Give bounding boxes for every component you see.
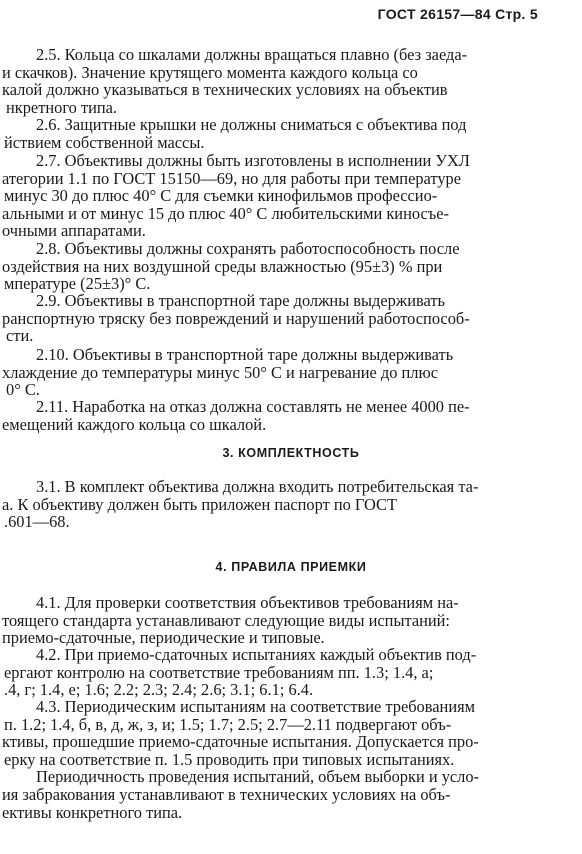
text-line: 4.3. Периодическим испытаниям на соответствие требованиям [36, 697, 476, 716]
paragraph-2-6 [0, 116, 548, 151]
text-line: 2.5. Кольца со шкалами должны вращаться плавно (без заеда- [36, 45, 468, 64]
text-line: 2.6. Защитные крышки не должны сниматься с объектива под [36, 115, 467, 134]
text-line: хлаждение до температуры минус 50° С и нагревание до плюс [2, 362, 438, 382]
paragraph-2-7 [0, 152, 548, 240]
text-line: .601—68. [4, 512, 70, 532]
text-line: 2.10. Объективы в транспортной таре должны выдерживать [36, 345, 454, 364]
paragraph-2-5 [0, 46, 548, 116]
paragraph-2-9 [0, 292, 548, 345]
text-line: приемо-сдаточные, периодические и типовые. [2, 628, 325, 648]
text-line: Периодичность проведения испытаний, объем выборки и усло- [36, 767, 480, 787]
text-line: 2.9. Объективы в транспортной таре должны выдерживать [36, 291, 445, 310]
text-line: ранспортную тряску без повреждений и нарушений работоспособ- [2, 308, 470, 328]
text-line: и скачков). Значение крутящего момента каждого кольца со [2, 62, 418, 82]
text-line: ктивы, прошедшие приемо-сдаточные испытания. Допускается про- [2, 732, 479, 752]
section-heading-3: 3. КОМПЛЕКТНОСТЬ [222, 446, 360, 460]
section-heading-4: 4. ПРАВИЛА ПРИЕМКИ [215, 560, 367, 574]
paragraph-2-10 [0, 346, 548, 399]
text-line: йствием собственной массы. [4, 132, 205, 152]
text-line: сти. [6, 326, 34, 346]
text-line: атегории 1.1 по ГОСТ 15150—69, но для работы при температуре [2, 168, 462, 188]
text-line: ия забракования устанавливают в технических условиях на объ- [2, 784, 451, 804]
page-header: ГОСТ 26157—84 Стр. 5 [377, 6, 538, 22]
text-line: 4.2. При приемо-сдаточных испытаниях каждый объектив под- [36, 645, 477, 664]
text-line: 2.8. Объективы должны сохранять работоспособность после [36, 239, 460, 258]
paragraph-3-1 [0, 478, 548, 531]
text-line: ергают контролю на соответствие требованиям пп. 1.3; 1.4, а; [4, 662, 434, 682]
text-line: 2.11. Наработка на отказ должна составлять не менее 4000 пе- [36, 397, 470, 416]
text-line: оздействия на них воздушной среды влажностью (95±3) % при [2, 256, 443, 276]
text-line: минус 30 до плюс 40° С для съемки кинофильмов профессио- [4, 186, 438, 206]
paragraph-4-1 [0, 594, 548, 647]
text-line: нкретного типа. [6, 97, 118, 117]
paragraph-4-2 [0, 646, 548, 699]
text-line: п. 1.2; 1.4, б, в, д, ж, з, и; 1.5; 1.7; 2.5; 2.7—2.11 подвергают объ- [4, 714, 452, 734]
text-line: 2.7. Объективы должны быть изготовлены в исполнении УХЛ [36, 151, 470, 170]
text-line: 0° С. [6, 380, 40, 400]
text-line: емещений каждого кольца со шкалой. [2, 414, 267, 434]
text-line: мпературе (25±3)° С. [4, 274, 151, 294]
text-line: очными аппаратами. [2, 221, 146, 241]
text-line: а. К объективу должен быть приложен паспорт по ГОСТ [2, 494, 397, 514]
paragraph-2-11 [0, 398, 548, 433]
text-line: калой должно указываться в технических условиях на объектив [2, 80, 448, 100]
text-line: тоящего стандарта устанавливают следующие виды испытаний: [2, 610, 450, 630]
text-line: ерку на соответствие п. 1.5 проводить при типовых испытаниях. [4, 749, 455, 769]
text-line: .4, г; 1.4, е; 1.6; 2.2; 2.3; 2.4; 2.6; 3.1; 6.1; 6.4. [4, 680, 314, 700]
paragraph-2-8 [0, 240, 548, 293]
text-line: 4.1. Для проверки соответствия объективов требованиям на- [36, 593, 459, 612]
text-line: 3.1. В комплект объектива должна входить потребительская та- [36, 477, 479, 496]
text-line: ективы конкретного типа. [2, 802, 183, 822]
text-line: альными и от минус 15 до плюс 40° С любительскими киносъе- [2, 203, 449, 223]
paragraph-4-3 [0, 698, 548, 821]
